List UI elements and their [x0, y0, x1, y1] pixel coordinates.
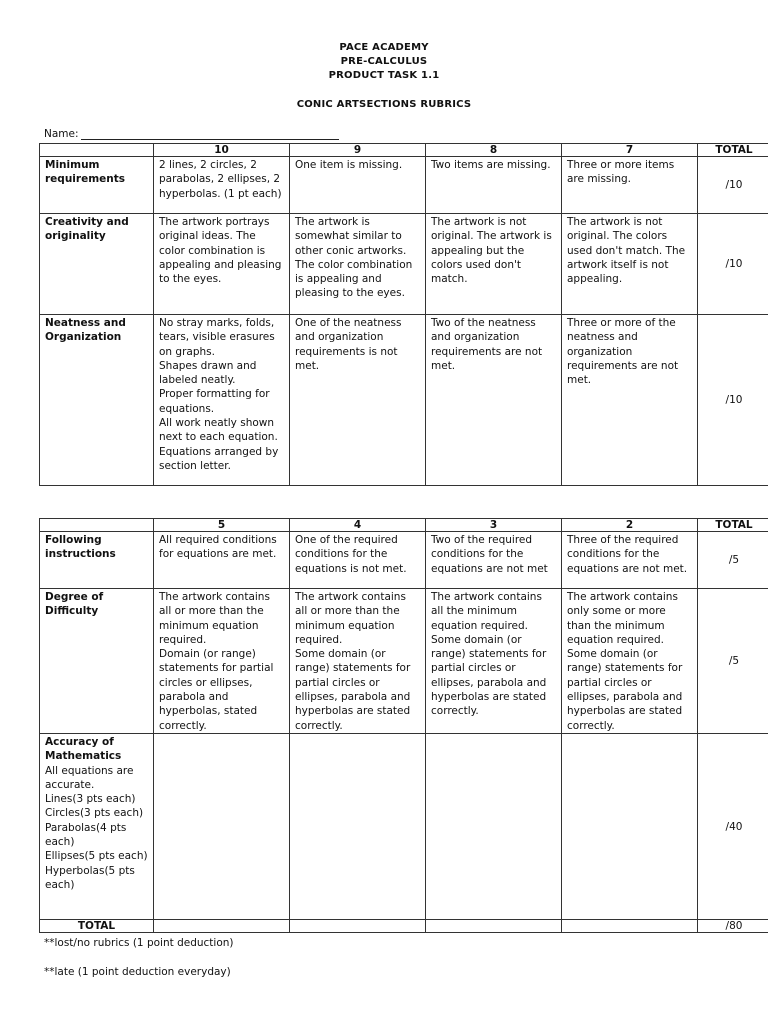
rubric-line: Proper formatting for equations.	[159, 388, 270, 415]
criterion-cell: Neatness and Organization	[40, 315, 154, 486]
criterion-line: Ellipses(5 pts each)	[45, 850, 148, 863]
rubric-cell: Three of the required conditions for the equations are not met.	[562, 532, 698, 589]
score-cell: /10	[698, 214, 768, 315]
name-label: Name:	[44, 128, 79, 140]
score-cell: /5	[698, 589, 768, 734]
rubric-cell: One of the required conditions for the equations is not met.	[290, 532, 426, 589]
criterion-cell: Creativity and originality	[40, 214, 154, 315]
header-cell: 8	[426, 144, 562, 157]
rubric-line: The artwork contains all or more than the minimum equation required.	[295, 591, 406, 646]
score-cell: /5	[698, 532, 768, 589]
rubric-line: Some domain (or range) statements for partial circles or ellipses, parabola and hyperbolas are stated correctly.	[431, 633, 547, 718]
table-row	[40, 532, 768, 589]
header-cell: 9	[290, 144, 426, 157]
table-row	[40, 315, 768, 486]
rubric-cell: The artwork portrays original ideas. The color combination is appealing and pleasing to the eyes.	[154, 214, 290, 315]
rubric-cell	[562, 733, 698, 919]
header-cell: 4	[290, 519, 426, 532]
rubric-cell: One item is missing.	[290, 157, 426, 214]
table-header-row	[40, 519, 768, 532]
rubric-line: The artwork contains only some or more than the minimum equation required.	[567, 591, 678, 646]
score-cell: /10	[698, 157, 768, 214]
rubric-cell	[154, 733, 290, 919]
criterion-cell: Minimum requirements	[40, 157, 154, 214]
header-cell	[40, 144, 154, 157]
score-cell: /10	[698, 315, 768, 486]
rubric-cell: The artwork is not original. The artwork is appealing but the colors used don't match.	[426, 214, 562, 315]
rubric-line: No stray marks, folds, tears, visible erasures on graphs.	[159, 317, 275, 358]
rubric-cell: Two of the required conditions for the equations are not met	[426, 532, 562, 589]
rubric-line: Shapes drawn and labeled neatly.	[159, 359, 257, 387]
criterion-line: Parabolas(4 pts each)	[45, 821, 127, 849]
rubric-line: All work neatly shown next to each equation.	[159, 417, 278, 444]
criterion-line: Hyperbolas(5 pts each)	[45, 864, 135, 891]
header-cell: 3	[426, 519, 562, 532]
rubric-cell: Two of the neatness and organization requirements are not met.	[426, 315, 562, 486]
rubric-line: Some domain (or range) statements for partial circles or ellipses, parabola and hyperbolas are stated correctly.	[295, 648, 411, 732]
rubric-cell: Three or more items are missing.	[562, 157, 698, 214]
criterion-cell: Following instructions	[40, 532, 154, 589]
rubric-line: Domain (or range) statements for partial circles or ellipses, parabola and hyperbolas, stated correctly.	[159, 648, 274, 732]
school-name: PACE ACADEMY	[339, 42, 429, 53]
header-cell: 5	[154, 519, 290, 532]
grand-total-label: TOTAL	[40, 919, 154, 932]
rubric-cell: 2 lines, 2 circles, 2 parabolas, 2 ellipses, 2 hyperbolas. (1 pt each)	[154, 157, 290, 214]
rubric-table-2	[39, 518, 768, 933]
rubric-table-1	[39, 143, 768, 486]
rubric-line: Equations arranged by section letter.	[159, 445, 279, 472]
rubric-cell	[562, 589, 698, 734]
rubric-cell	[154, 589, 290, 734]
table-row	[40, 157, 768, 214]
document-title: CONIC ARTSECTIONS RUBRICS	[296, 99, 472, 110]
criterion-line: All equations are accurate.	[45, 764, 134, 791]
rubric-line: The artwork contains all the minimum equation required.	[431, 591, 542, 632]
rubric-cell	[154, 315, 290, 486]
rubric-line: Some domain (or range) statements for partial circles or ellipses, parabola and hyperbolas are stated correctly.	[567, 648, 683, 732]
header-cell	[40, 519, 154, 532]
rubric-line: The artwork contains all or more than the minimum equation required.	[159, 591, 270, 646]
rubric-cell: One of the neatness and organization requirements is not met.	[290, 315, 426, 486]
table-row	[40, 733, 768, 919]
rubric-cell: Three or more of the neatness and organization requirements are not met.	[562, 315, 698, 486]
grand-total-value: /80	[698, 919, 768, 932]
criterion-cell	[40, 733, 154, 919]
score-cell: /40	[698, 733, 768, 919]
empty-cell	[290, 919, 426, 932]
header-cell: 10	[154, 144, 290, 157]
table-header-row	[40, 144, 768, 157]
rubric-cell	[426, 733, 562, 919]
rubric-cell: The artwork is somewhat similar to other conic artworks. The color combination is appealing and pleasing to the eyes.	[290, 214, 426, 315]
grand-total-row	[40, 919, 768, 932]
note-late: **late (1 point deduction everyday)	[44, 966, 231, 978]
name-underline[interactable]	[81, 128, 339, 140]
table-row	[40, 214, 768, 315]
rubric-cell: The artwork is not original. The colors used don't match. The artwork itself is not appealing.	[562, 214, 698, 315]
rubric-cell: Two items are missing.	[426, 157, 562, 214]
note-lost-rubrics: **lost/no rubrics (1 point deduction)	[44, 937, 234, 949]
criterion-cell: Degree of Difficulty	[40, 589, 154, 734]
rubric-cell: All required conditions for equations are met.	[154, 532, 290, 589]
name-field[interactable]	[44, 128, 339, 140]
header-cell: 7	[562, 144, 698, 157]
header-cell: TOTAL	[698, 144, 768, 157]
empty-cell	[562, 919, 698, 932]
criterion-title: Accuracy of Mathematics	[45, 735, 122, 763]
task-name: PRODUCT TASK 1.1	[328, 70, 440, 81]
rubric-cell	[290, 589, 426, 734]
table-row	[40, 589, 768, 734]
rubric-cell	[426, 589, 562, 734]
header-cell: 2	[562, 519, 698, 532]
subject-name: PRE-CALCULUS	[340, 56, 428, 67]
header-cell: TOTAL	[698, 519, 768, 532]
criterion-line: Circles(3 pts each)	[45, 807, 144, 820]
empty-cell	[426, 919, 562, 932]
criterion-line: Lines(3 pts each)	[45, 793, 136, 806]
empty-cell	[154, 919, 290, 932]
rubric-cell	[290, 733, 426, 919]
